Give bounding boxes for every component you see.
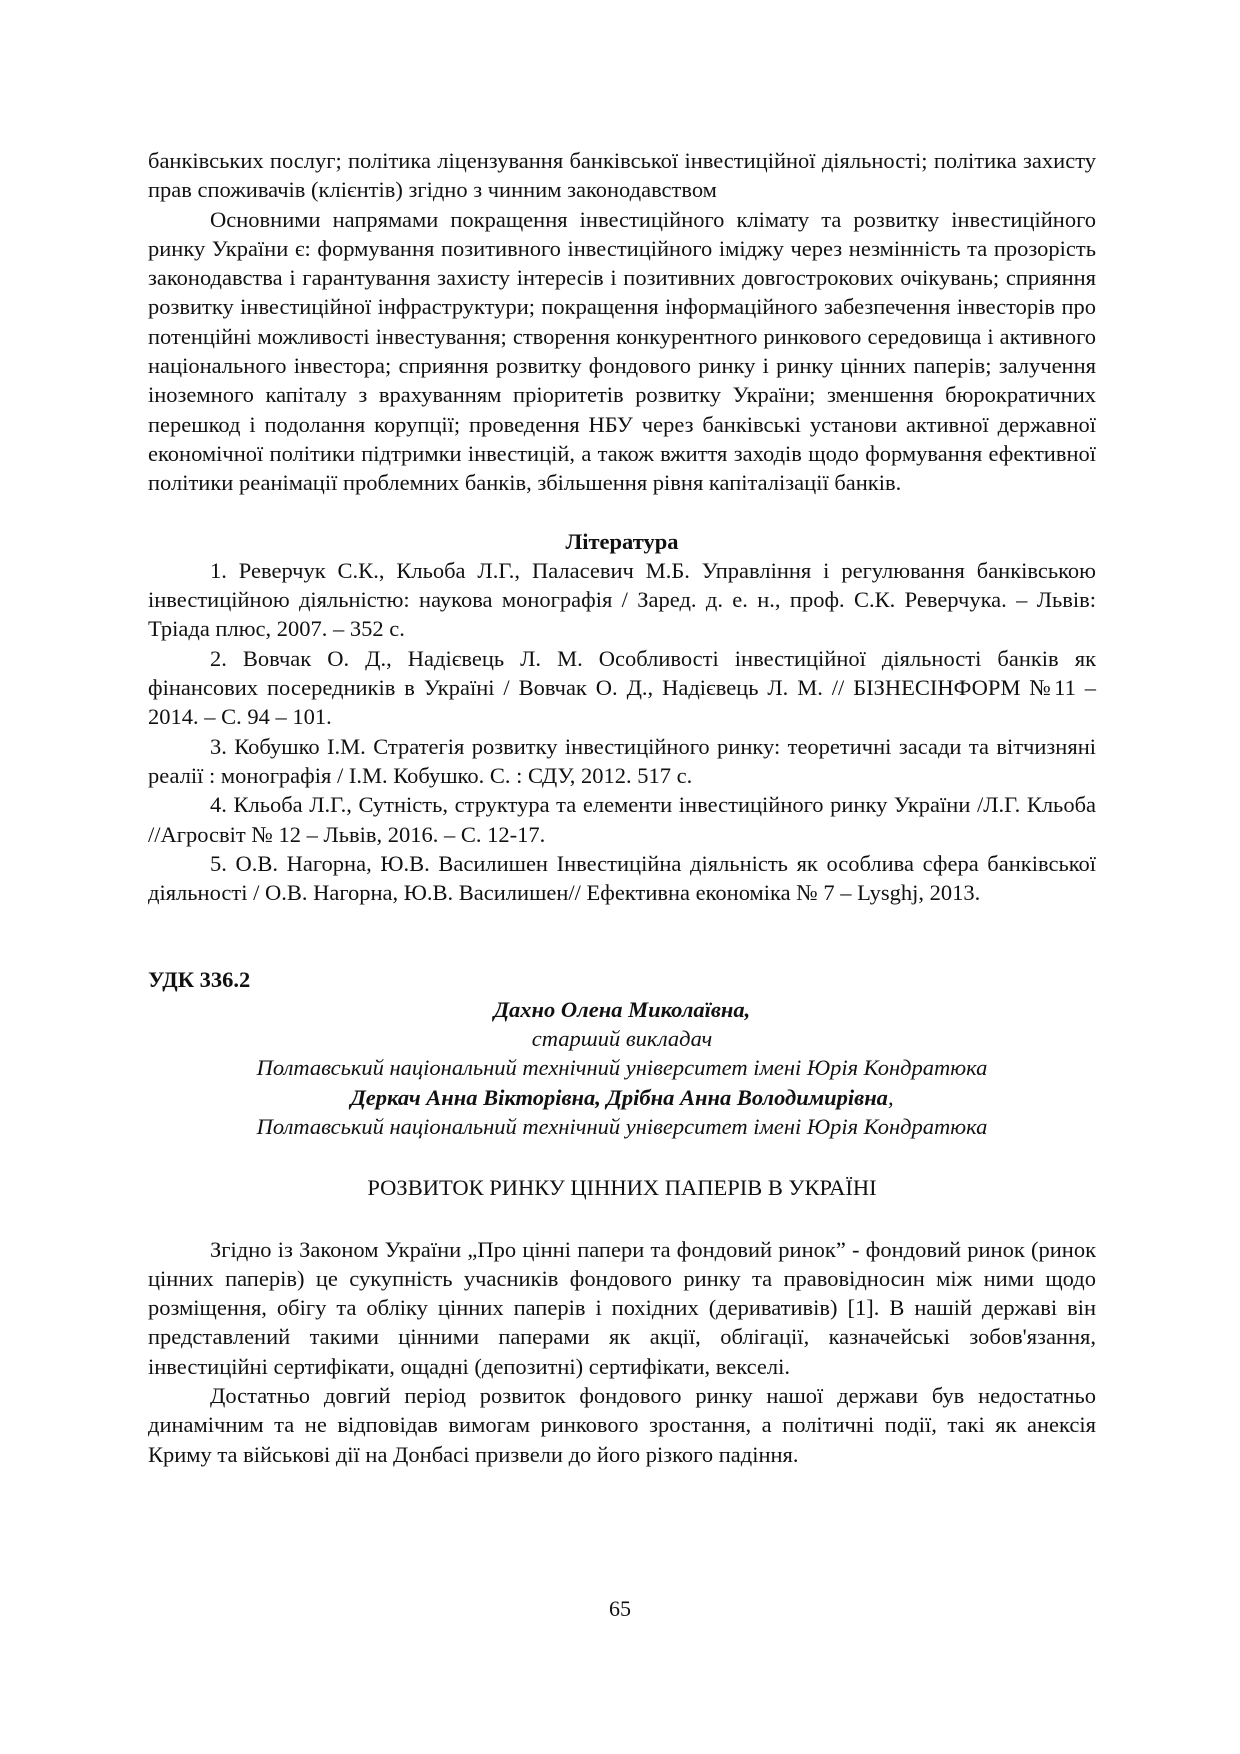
intro-paragraph-1: банківських послуг; політика ліцензування банківської інвестиційної діяльності; політика захисту прав споживачів (клієнтів) згідно з чинним законодавством bbox=[148, 148, 1096, 203]
author-1-position: старший викладач bbox=[531, 1026, 713, 1052]
article-paragraph-1: Згідно із Законом України „Про цінні папери та фондовий ринок” - фондовий ринок (ринок цінних паперів) це сукупність учасників фондового ринку та правовідносин між ними щодо розміщення, обігу та обліку цінних паперів і похідних (деривативів) [1]. В нашій державі він представлений такими цінними паперами як акції, облігації, казначейські зобов'язання, інвестиційні сертифікати, ощадні (депозитні) сертифікати, векселі. bbox=[148, 1236, 1096, 1379]
affiliation-2: Полтавський національний технічний університет імені Юрія Кондратюка bbox=[256, 1113, 988, 1139]
author-2-names: Деркач Анна Вікторівна, Дрібна Анна Володимирівна bbox=[350, 1084, 888, 1110]
reference-item: 1. Реверчук С.К., Кльоба Л.Г., Паласевич М.Б. Управління і регулювання банківською інвестиційною діяльністю: наукова монографія / Заред. д. е. н., проф. С.К. Реверчука. – Львів: Тріада плюс, 2007. – 352 с. bbox=[148, 557, 1096, 642]
reference-item: 4. Кльоба Л.Г., Сутність, структура та елементи інвестиційного ринку України /Л.Г. Кльоба //Агросвіт № 12 – Львів, 2016. – С. 12-17. bbox=[148, 792, 1096, 847]
affiliation-1: Полтавський національний технічний університет імені Юрія Кондратюка bbox=[256, 1055, 988, 1081]
article-paragraph-2: Достатньо довгий період розвиток фондового ринку нашої держави був недостатньо динамічним та не відповідав вимогам ринкового зростання, а політичні події, такі як анексія Криму та військові дії на Донбасі призвели до його різкого падіння. bbox=[148, 1382, 1096, 1467]
literature-heading: Література bbox=[565, 528, 679, 554]
author-1-name: Дахно Олена Миколаївна, bbox=[493, 996, 751, 1022]
author-2-comma: , bbox=[887, 1084, 894, 1110]
reference-item: 2. Вовчак О. Д., Надієвець Л. М. Особливості інвестиційної діяльності банків як фінансових посередників в Україні / Вовчак О. Д., Надієвець Л. М. // БІЗНЕСІНФОРМ №11 – 2014. – С. 94 – 101. bbox=[148, 645, 1096, 730]
reference-item: 3. Кобушко І.М. Стратегія розвитку інвестиційного ринку: теоретичні засади та вітчизняні реалії : монографія / І.М. Кобушко. С. : СДУ, 2012. 517 с. bbox=[148, 733, 1096, 788]
author-block bbox=[148, 995, 1096, 1141]
udk-code: УДК 336.2 bbox=[148, 967, 251, 993]
article-title: РОЗВИТОК РИНКУ ЦІННИХ ПАПЕРІВ В УКРАЇНІ bbox=[367, 1175, 877, 1201]
intro-paragraph-2: Основними напрямами покращення інвестиційного клімату та розвитку інвестиційного ринку України є: формування позитивного інвестиційного іміджу через незмінність та прозорість законодавства і гарантування захисту інтересів і позитивних довгострокових очікувань; сприяння розвитку інвестиційної інфраструктури; покращення інформаційного забезпечення інвесторів про потенційні можливості інвестування; створення конкурентного ринкового середовища і активного національного інвестора; сприяння розвитку фондового ринку і ринку цінних паперів; залучення іноземного капіталу з врахуванням пріоритетів розвитку України; зменшення бюрократичних перешкод і подолання корупції; проведення НБУ через банківські установи активної державної економічної політики підтримки інвестицій, а також вжиття заходів щодо формування ефективної політики реанімації проблемних банків, збільшення рівня капіталізації банків. bbox=[148, 206, 1096, 496]
page-content bbox=[148, 146, 1096, 1469]
reference-item: 5. О.В. Нагорна, Ю.В. Василишен Інвестиційна діяльність як особлива сфера банківської діяльності / О.В. Нагорна, Ю.В. Василишен// Ефективна економіка № 7 – Lysghj, 2013. bbox=[148, 850, 1096, 906]
author-2-line bbox=[148, 1083, 1096, 1112]
reference-list bbox=[148, 556, 1096, 908]
page-number: 65 bbox=[609, 1596, 631, 1621]
